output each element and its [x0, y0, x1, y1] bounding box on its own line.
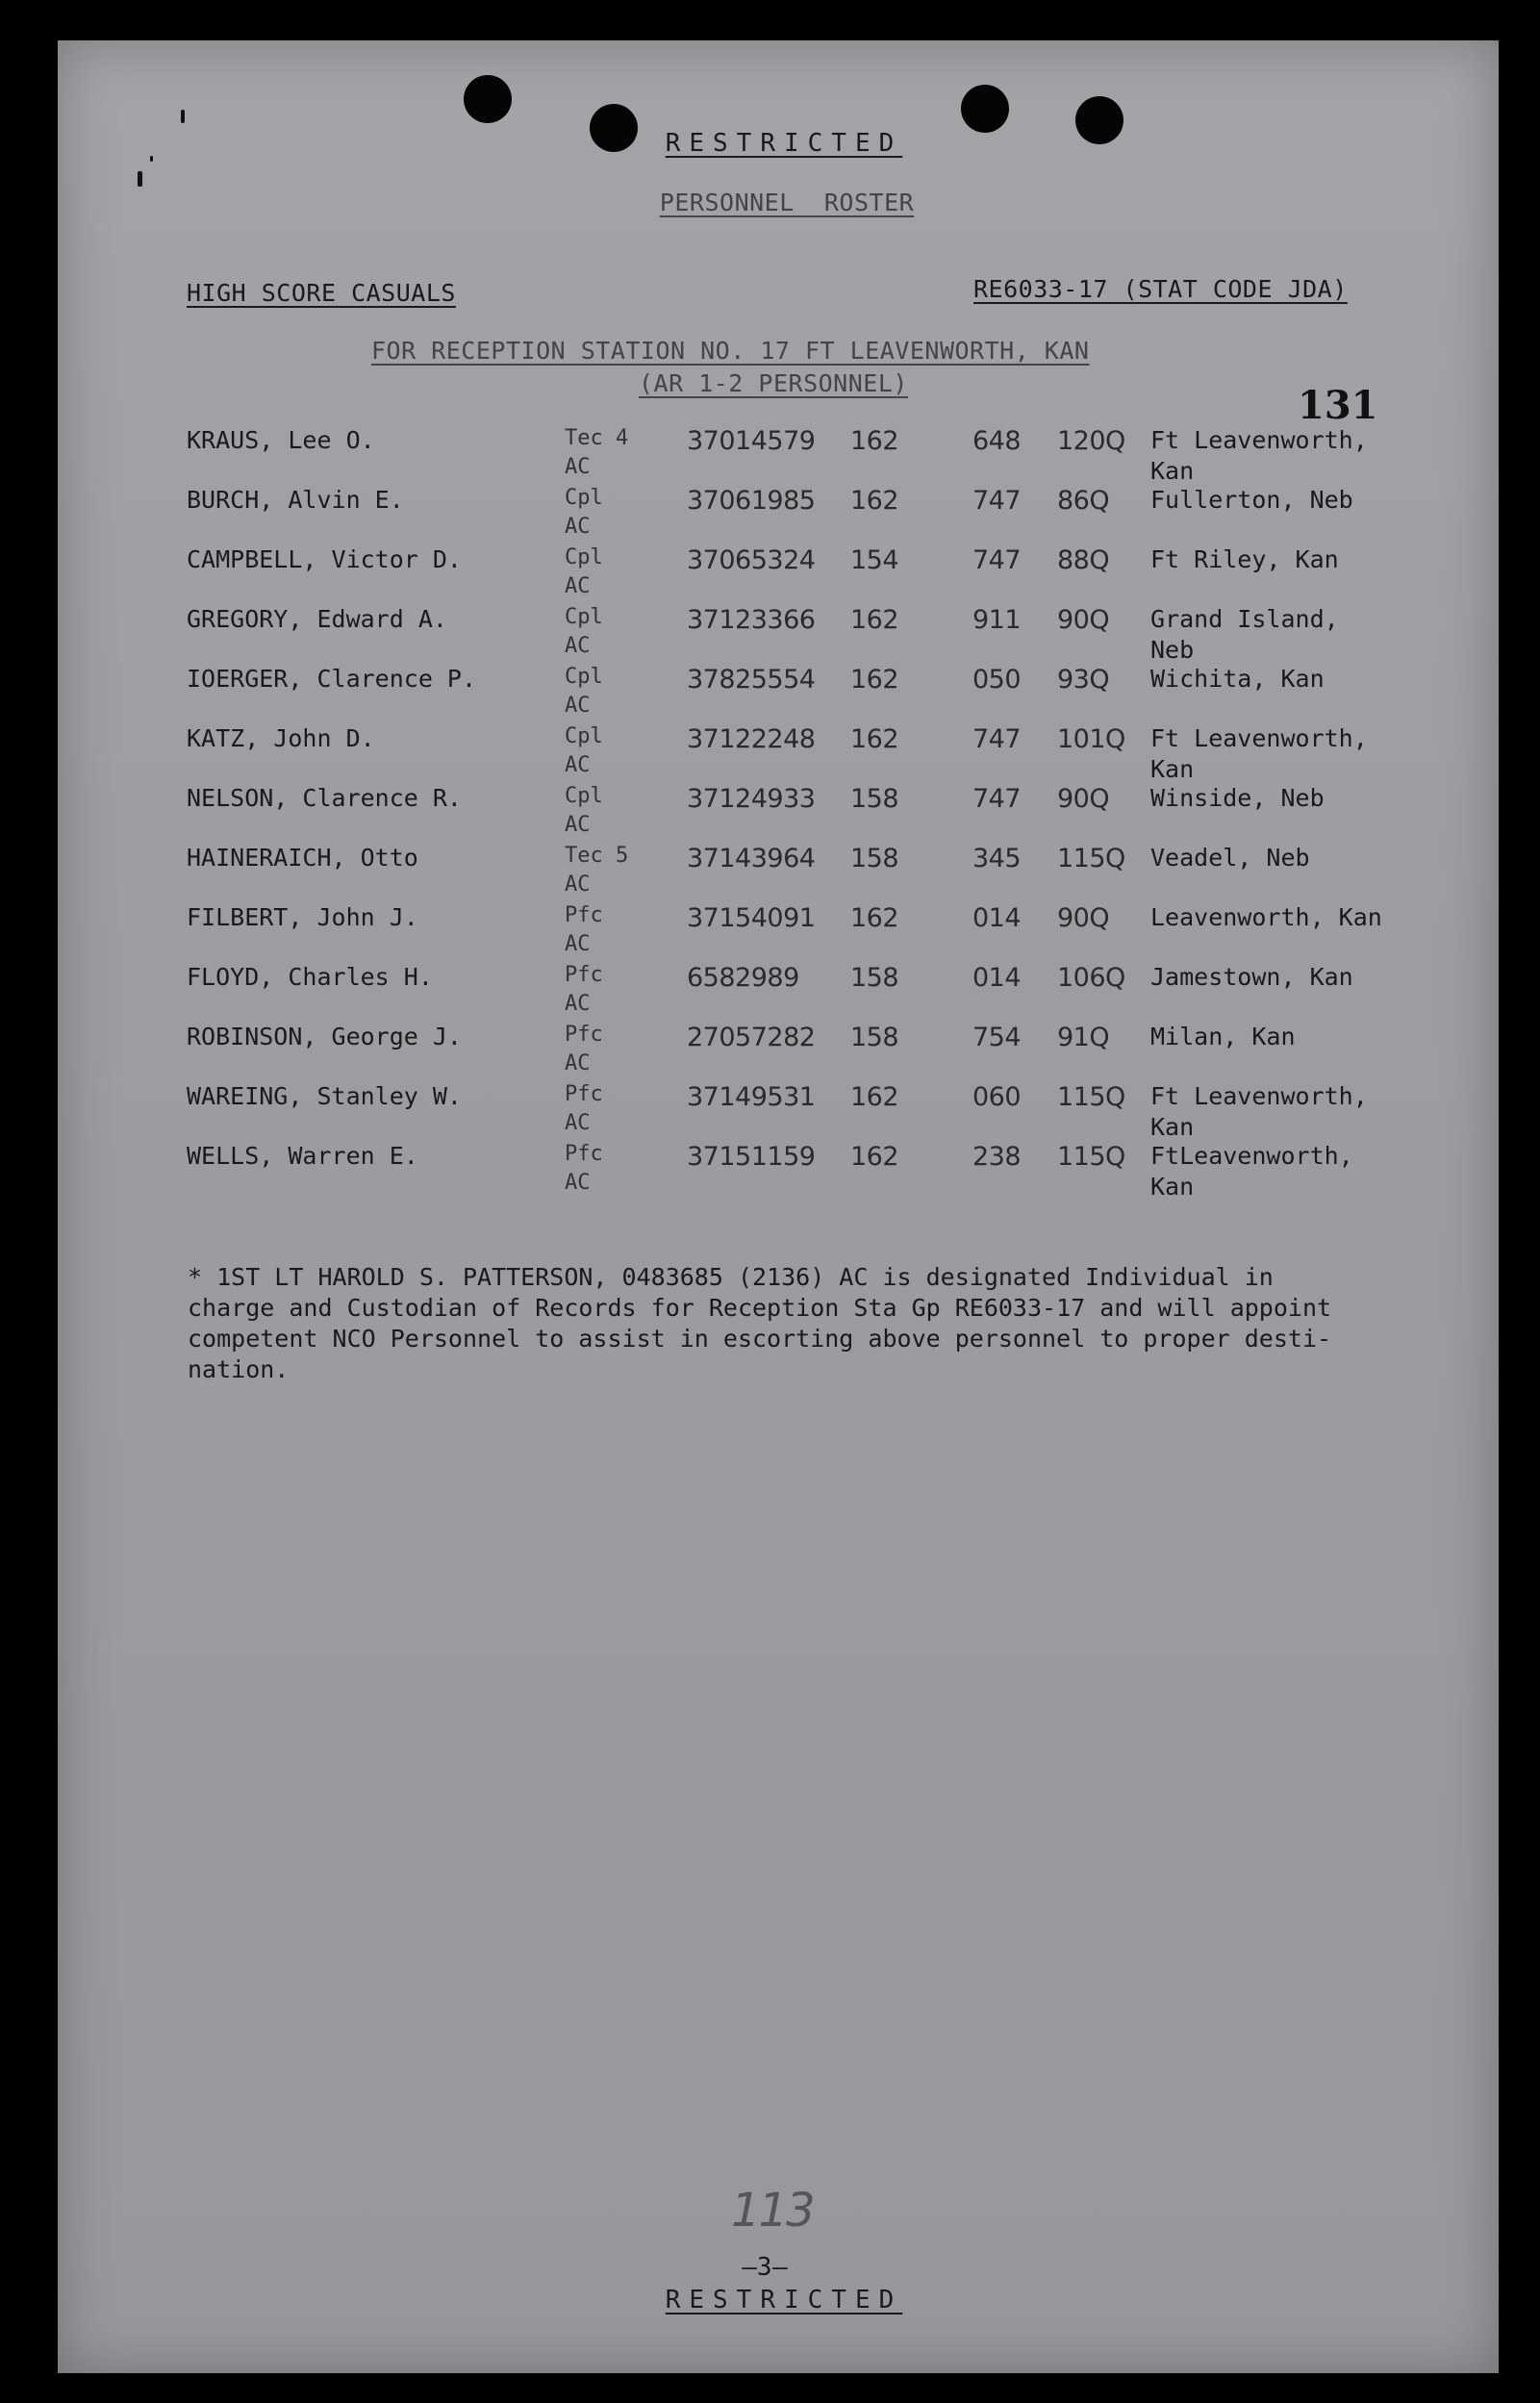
branch-cell: AC: [565, 1111, 591, 1135]
rank-cell: Pfc: [565, 903, 603, 927]
serial-cell: 37123366: [687, 605, 816, 635]
rank-cell: Cpl: [565, 545, 603, 569]
score-cell: 115Q: [1057, 1142, 1125, 1172]
home-cell: Fullerton, Neb: [1150, 486, 1353, 514]
serial-cell: 37149531: [687, 1082, 816, 1112]
footnote-line: charge and Custodian of Records for Reception Sta Gp RE6033-17 and will appoint: [188, 1294, 1332, 1322]
branch-cell: AC: [565, 753, 591, 777]
serial-cell: 37154091: [687, 903, 816, 933]
serial-cell: 37122248: [687, 724, 816, 754]
branch-cell: AC: [565, 992, 591, 1016]
code-cell: 162: [850, 426, 899, 456]
sheet-number-value: 3: [756, 2253, 773, 2282]
branch-cell: AC: [565, 574, 591, 598]
home-cell: Ft Leavenworth,: [1150, 426, 1368, 454]
handwritten-number: 113: [731, 2184, 814, 2238]
code-cell: 014: [972, 963, 1022, 993]
name-cell: KRAUS, Lee O.: [187, 426, 375, 454]
branch-cell: AC: [565, 1051, 591, 1075]
serial-cell: 37061985: [687, 486, 816, 516]
code-cell: 162: [850, 1142, 899, 1172]
home-cell: Kan: [1150, 1113, 1195, 1141]
branch-cell: AC: [565, 813, 591, 837]
footnote-line: * 1ST LT HAROLD S. PATTERSON, 0483685 (2136) AC is designated Individual in: [188, 1263, 1274, 1291]
rank-cell: Pfc: [565, 963, 603, 987]
home-cell: Kan: [1150, 755, 1195, 783]
home-cell: Ft Riley, Kan: [1150, 545, 1339, 573]
name-cell: WELLS, Warren E.: [187, 1142, 418, 1170]
name-cell: FLOYD, Charles H.: [187, 963, 433, 991]
code-cell: 911: [972, 605, 1022, 635]
branch-cell: AC: [565, 694, 591, 718]
code-cell: 747: [972, 486, 1022, 516]
home-cell: Winside, Neb: [1150, 784, 1325, 812]
footnote-line: competent NCO Personnel to assist in escorting above personnel to proper desti-: [188, 1325, 1332, 1353]
rank-cell: Pfc: [565, 1142, 603, 1166]
punch-hole: [590, 104, 638, 152]
code-cell: 014: [972, 903, 1022, 933]
rank-cell: Tec 4: [565, 426, 629, 450]
group-label: HIGH SCORE CASUALS: [187, 279, 456, 307]
home-cell: Ft Leavenworth,: [1150, 724, 1368, 752]
home-cell: Leavenworth, Kan: [1150, 903, 1382, 931]
serial-cell: 37065324: [687, 545, 816, 575]
code-cell: 158: [850, 844, 899, 873]
ink-speck: [150, 156, 153, 162]
score-cell: 101Q: [1057, 724, 1125, 754]
punch-hole: [464, 75, 512, 123]
footnote-line: nation.: [188, 1355, 290, 1383]
code-cell: 345: [972, 844, 1022, 873]
home-cell: Kan: [1150, 457, 1195, 485]
serial-cell: 6582989: [687, 963, 799, 993]
ink-speck: [181, 110, 185, 123]
home-cell: Milan, Kan: [1150, 1023, 1296, 1050]
name-cell: ROBINSON, George J.: [187, 1023, 462, 1050]
code-cell: 158: [850, 963, 899, 993]
station-title: FOR RECEPTION STATION NO. 17 FT LEAVENWORTH, KAN: [371, 337, 1090, 365]
code-cell: 754: [972, 1023, 1022, 1052]
name-cell: FILBERT, John J.: [187, 903, 418, 931]
score-cell: 90Q: [1057, 605, 1110, 635]
punch-hole: [1075, 96, 1123, 144]
score-cell: 115Q: [1057, 1082, 1125, 1112]
score-cell: 93Q: [1057, 665, 1110, 695]
score-cell: 88Q: [1057, 545, 1110, 575]
score-cell: 120Q: [1057, 426, 1125, 456]
serial-cell: 37124933: [687, 784, 816, 814]
code-cell: 747: [972, 545, 1022, 575]
code-cell: 162: [850, 724, 899, 754]
rank-cell: Cpl: [565, 724, 603, 748]
branch-cell: AC: [565, 634, 591, 658]
score-cell: 90Q: [1057, 784, 1110, 814]
rank-cell: Cpl: [565, 665, 603, 689]
code-cell: 158: [850, 784, 899, 814]
code-cell: 162: [850, 665, 899, 695]
name-cell: NELSON, Clarence R.: [187, 784, 462, 812]
home-cell: Veadel, Neb: [1150, 844, 1310, 872]
name-cell: IOERGER, Clarence P.: [187, 665, 477, 693]
footnote-paragraph: [188, 1262, 1380, 1385]
rank-cell: Tec 5: [565, 844, 629, 868]
name-cell: HAINERAICH, Otto: [187, 844, 418, 872]
classification-footer: RESTRICTED: [665, 2286, 903, 2314]
code-cell: 162: [850, 903, 899, 933]
score-cell: 91Q: [1057, 1023, 1110, 1052]
code-cell: 747: [972, 724, 1022, 754]
home-cell: Neb: [1150, 636, 1195, 664]
roster-title: PERSONNEL ROSTER: [659, 189, 915, 216]
sheet-number: —3—: [742, 2253, 788, 2282]
branch-cell: AC: [565, 873, 591, 897]
serial-cell: 37014579: [687, 426, 816, 456]
code-cell: 060: [972, 1082, 1022, 1112]
score-cell: 115Q: [1057, 844, 1125, 873]
rank-cell: Pfc: [565, 1082, 603, 1106]
name-cell: CAMPBELL, Victor D.: [187, 545, 462, 573]
home-cell: Jamestown, Kan: [1150, 963, 1353, 991]
score-cell: 106Q: [1057, 963, 1125, 993]
home-cell: FtLeavenworth,: [1150, 1142, 1353, 1170]
branch-cell: AC: [565, 1171, 591, 1195]
branch-cell: AC: [565, 932, 591, 956]
name-cell: GREGORY, Edward A.: [187, 605, 447, 633]
rank-cell: Cpl: [565, 605, 603, 629]
home-cell: Grand Island,: [1150, 605, 1339, 633]
score-cell: 90Q: [1057, 903, 1110, 933]
name-cell: WAREING, Stanley W.: [187, 1082, 462, 1110]
serial-cell: 37143964: [687, 844, 816, 873]
rank-cell: Pfc: [565, 1023, 603, 1047]
code-cell: 747: [972, 784, 1022, 814]
rank-cell: Cpl: [565, 784, 603, 808]
code-cell: 162: [850, 605, 899, 635]
code-cell: 648: [972, 426, 1022, 456]
branch-cell: AC: [565, 515, 591, 539]
page-number: 131: [1298, 383, 1378, 428]
code-cell: 050: [972, 665, 1022, 695]
home-cell: Ft Leavenworth,: [1150, 1082, 1368, 1110]
code-cell: 162: [850, 1082, 899, 1112]
serial-cell: 27057282: [687, 1023, 816, 1052]
code-cell: 238: [972, 1142, 1022, 1172]
ink-speck: [138, 171, 142, 187]
home-cell: Wichita, Kan: [1150, 665, 1325, 693]
code-cell: 158: [850, 1023, 899, 1052]
name-cell: KATZ, John D.: [187, 724, 375, 752]
serial-cell: 37151159: [687, 1142, 816, 1172]
rank-cell: Cpl: [565, 486, 603, 510]
name-cell: BURCH, Alvin E.: [187, 486, 404, 514]
station-subtitle: (AR 1-2 PERSONNEL): [639, 369, 908, 397]
classification-header: RESTRICTED: [665, 129, 903, 158]
home-cell: Kan: [1150, 1173, 1195, 1201]
punch-hole: [961, 85, 1009, 133]
branch-cell: AC: [565, 455, 591, 479]
group-code: RE6033-17 (STAT CODE JDA): [973, 275, 1348, 303]
score-cell: 86Q: [1057, 486, 1110, 516]
code-cell: 154: [850, 545, 899, 575]
code-cell: 162: [850, 486, 899, 516]
serial-cell: 37825554: [687, 665, 816, 695]
